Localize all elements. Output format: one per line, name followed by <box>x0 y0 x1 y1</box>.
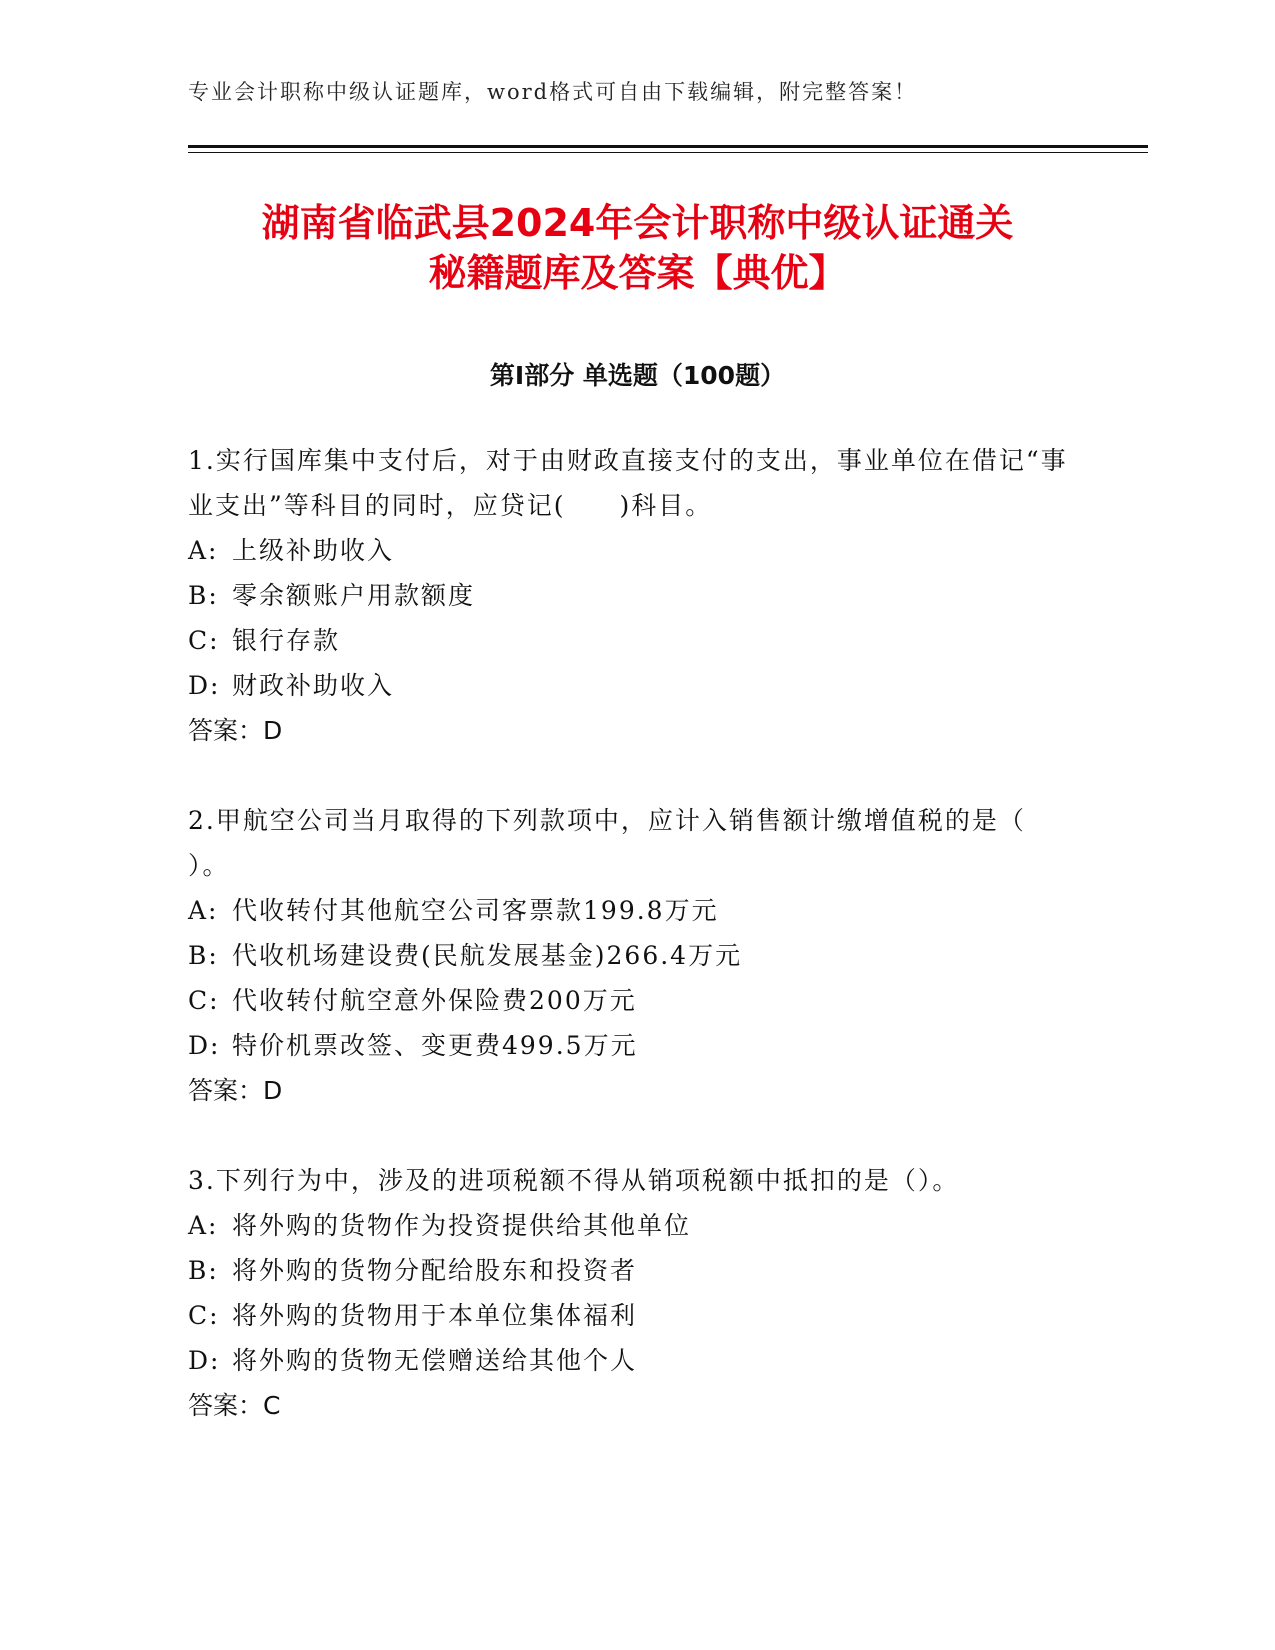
option-text: 零余额账户用款额度 <box>232 581 476 610</box>
option-letter: B: <box>188 1256 219 1285</box>
option-letter: B: <box>188 941 219 970</box>
question-list <box>188 438 1068 1473</box>
option-text: 将外购的货物作为投资提供给其他单位 <box>232 1211 692 1240</box>
header-note: 专业会计职称中级认证题库，word格式可自由下载编辑，附完整答案！ <box>188 80 918 104</box>
option-letter: C: <box>188 1301 220 1330</box>
option-text: 银行存款 <box>232 626 341 655</box>
document-title <box>160 198 1115 298</box>
option-a <box>188 888 1068 933</box>
option-c <box>188 618 1068 663</box>
header-rule-thick <box>188 145 1148 148</box>
option-b <box>188 1248 1068 1293</box>
option-text: 代收机场建设费(民航发展基金)266.4万元 <box>232 941 743 970</box>
option-text: 将外购的货物分配给股东和投资者 <box>232 1256 638 1285</box>
question-1 <box>188 438 1068 753</box>
answer-line: 答案：C <box>188 1391 281 1420</box>
question-stem: 3.下列行为中，涉及的进项税额不得从销项税额中抵扣的是（）。 <box>188 1166 960 1195</box>
question-stem: 1.实行国库集中支付后，对于由财政直接支付的支出，事业单位在借记“事业支出”等科目的同时，应贷记( )科目。 <box>188 446 1068 520</box>
header-rule-thin <box>188 152 1148 153</box>
option-text: 代收转付航空意外保险费200万元 <box>232 986 637 1015</box>
option-text: 财政补助收入 <box>232 671 395 700</box>
option-text: 将外购的货物无偿赠送给其他个人 <box>232 1346 638 1375</box>
answer-line: 答案：D <box>188 1076 283 1105</box>
option-c <box>188 978 1068 1023</box>
option-d <box>188 1338 1068 1383</box>
option-letter: C: <box>188 626 220 655</box>
option-letter: C: <box>188 986 220 1015</box>
option-letter: A: <box>188 536 219 565</box>
section-heading: 第Ⅰ部分 单选题（100题） <box>489 361 786 390</box>
option-c <box>188 1293 1068 1338</box>
option-letter: A: <box>188 1211 219 1240</box>
option-text: 上级补助收入 <box>232 536 395 565</box>
option-text: 特价机票改签、变更费499.5万元 <box>232 1031 638 1060</box>
option-letter: B: <box>188 581 219 610</box>
option-a <box>188 528 1068 573</box>
option-letter: D: <box>188 1031 221 1060</box>
option-letter: A: <box>188 896 219 925</box>
option-a <box>188 1203 1068 1248</box>
title-line-2: 秘籍题库及答案【典优】 <box>428 251 847 295</box>
answer-line: 答案：D <box>188 716 283 745</box>
option-d <box>188 663 1068 708</box>
question-2 <box>188 798 1068 1113</box>
option-b <box>188 573 1068 618</box>
option-text: 将外购的货物用于本单位集体福利 <box>232 1301 638 1330</box>
option-letter: D: <box>188 1346 221 1375</box>
question-3 <box>188 1158 1068 1428</box>
question-stem: 2.甲航空公司当月取得的下列款项中，应计入销售额计缴增值税的是（ ）。 <box>188 806 1026 880</box>
title-line-1: 湖南省临武县2024年会计职称中级认证通关 <box>261 201 1014 245</box>
option-text: 代收转付其他航空公司客票款199.8万元 <box>232 896 719 925</box>
option-d <box>188 1023 1068 1068</box>
option-b <box>188 933 1068 978</box>
option-letter: D: <box>188 671 221 700</box>
